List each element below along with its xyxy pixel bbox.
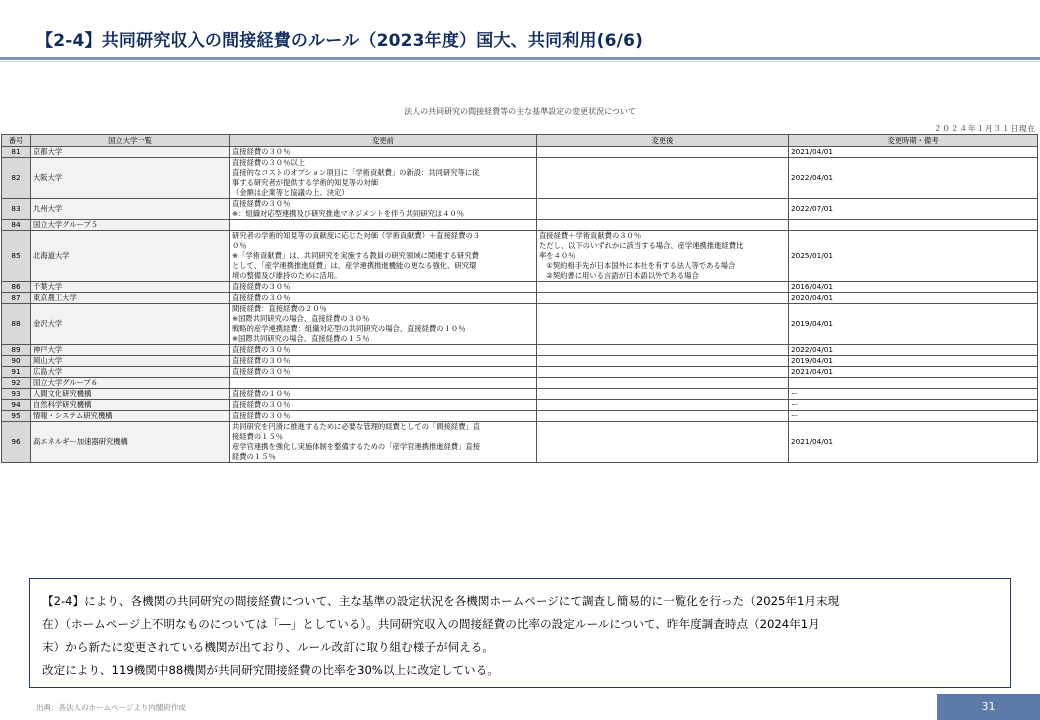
source-note: 出典：各法人のホームページより内閣府作成 xyxy=(36,703,186,712)
table-row xyxy=(2,147,1038,158)
note-cell: ー xyxy=(789,411,1038,422)
university-name: 千葉大学 xyxy=(31,282,230,293)
before-cell-line: 直接経費の３０％ xyxy=(232,293,291,302)
before-cell-line: 直接経費の３０％ xyxy=(232,367,291,376)
before-cell-line: 直接経費の３０％ xyxy=(232,400,291,409)
note-cell: 2021/04/01 xyxy=(789,367,1038,378)
title-underline-thin xyxy=(0,61,1040,62)
university-name: 京都大学 xyxy=(31,147,230,158)
row-number: 94 xyxy=(2,400,31,411)
page-number: 31 xyxy=(937,694,1040,720)
row-number: 96 xyxy=(2,422,31,463)
table-row xyxy=(2,345,1038,356)
note-cell: 2020/04/01 xyxy=(789,293,1038,304)
note-cell: 2019/04/01 xyxy=(789,304,1038,345)
before-cell-line: 直接経費の３０％ xyxy=(232,356,291,365)
before-cell-line: 直接経費の３０％ xyxy=(232,345,291,354)
before-cell xyxy=(230,220,537,231)
table-row xyxy=(2,411,1038,422)
title-underline xyxy=(0,57,1040,60)
before-cell xyxy=(230,389,537,400)
after-cell-line: ②契約書に用いる言語が日本語以外である場合 xyxy=(539,271,699,280)
note-cell: 2016/04/01 xyxy=(789,282,1038,293)
summary-box xyxy=(29,578,1011,688)
header-number: 番号 xyxy=(2,135,31,147)
before-cell xyxy=(230,422,537,463)
group-name: 国立大学グループ６ xyxy=(31,378,230,389)
after-cell xyxy=(537,231,789,282)
before-cell-line: （金額は企業等と協議の上、決定） xyxy=(232,188,349,197)
before-cell-line: 共同研究を円滑に推進するために必要な管理的経費としての「間接経費」直 xyxy=(232,422,481,431)
row-number: 81 xyxy=(2,147,31,158)
before-cell-line: 直接経費の３０％ xyxy=(232,282,291,291)
table-row xyxy=(2,199,1038,220)
after-cell-line: ①契約相手先が日本国外に本社を有する法人等である場合 xyxy=(539,261,736,270)
row-number: 86 xyxy=(2,282,31,293)
row-number: 95 xyxy=(2,411,31,422)
before-cell xyxy=(230,356,537,367)
row-number: 93 xyxy=(2,389,31,400)
university-name: 九州大学 xyxy=(31,199,230,220)
page-title: 【2-4】共同研究収入の間接経費のルール（2023年度）国大、共同利用(6/6) xyxy=(36,31,644,51)
before-cell-line: 直接経費の３０％ xyxy=(232,199,291,208)
before-cell-line: 接経費の１５％ xyxy=(232,432,284,441)
table-caption: 法人の共同研究の間接経費等の主な基準設定の変更状況について xyxy=(404,107,636,116)
before-cell-line: 直接経費の１０％ xyxy=(232,389,291,398)
before-cell-line: 境の整備及び維持のために活用。 xyxy=(232,271,342,280)
after-cell xyxy=(537,147,789,158)
note-cell: ー xyxy=(789,389,1038,400)
row-number: 88 xyxy=(2,304,31,345)
before-cell-line: ※「学術貢献費」は、共同研究を実施する教員の研究領域に関連する研究費 xyxy=(232,251,479,260)
before-cell xyxy=(230,378,537,389)
indirect-cost-table xyxy=(1,134,1038,463)
after-cell xyxy=(537,158,789,199)
before-cell-line: 産学官連携を強化し実施体制を整備するための「産学官連携推進経費」直接 xyxy=(232,442,481,451)
university-name: 東京農工大学 xyxy=(31,293,230,304)
note-cell: ー xyxy=(789,400,1038,411)
after-cell xyxy=(537,378,789,389)
after-cell-line: 直接経費＋学術貢献費の３０％ xyxy=(539,231,642,240)
note-cell: 2025/01/01 xyxy=(789,231,1038,282)
table-body xyxy=(2,147,1038,463)
university-name: 岡山大学 xyxy=(31,356,230,367)
row-number: 87 xyxy=(2,293,31,304)
before-cell-line: 事する研究者が提供する学術的知見等の対価 xyxy=(232,178,378,187)
row-number: 85 xyxy=(2,231,31,282)
before-cell xyxy=(230,345,537,356)
before-cell xyxy=(230,411,537,422)
note-cell xyxy=(789,378,1038,389)
table-row xyxy=(2,367,1038,378)
before-cell-line: 経費の１５％ xyxy=(232,452,276,461)
row-number: 90 xyxy=(2,356,31,367)
table-row xyxy=(2,389,1038,400)
before-cell-line: 直接経費の３０％ xyxy=(232,147,291,156)
after-cell xyxy=(537,199,789,220)
before-cell xyxy=(230,293,537,304)
table-group-row xyxy=(2,378,1038,389)
note-cell: 2022/04/01 xyxy=(789,158,1038,199)
table-row xyxy=(2,400,1038,411)
university-name: 自然科学研究機構 xyxy=(31,400,230,411)
table-row xyxy=(2,158,1038,199)
header-note: 変更時期・備考 xyxy=(789,135,1038,147)
before-cell xyxy=(230,400,537,411)
after-cell xyxy=(537,422,789,463)
row-number: 92 xyxy=(2,378,31,389)
table-row xyxy=(2,293,1038,304)
university-name: 大阪大学 xyxy=(31,158,230,199)
after-cell xyxy=(537,293,789,304)
table-date: ２０２４年１月３１日現在 xyxy=(934,124,1036,133)
after-cell xyxy=(537,304,789,345)
after-cell xyxy=(537,389,789,400)
before-cell xyxy=(230,199,537,220)
after-cell xyxy=(537,356,789,367)
summary-line: 末）から新たに変更されている機関が出ており、ルール改訂に取り組む様子が伺える。 xyxy=(42,640,494,654)
header-before: 変更前 xyxy=(230,135,537,147)
note-cell: 2022/07/01 xyxy=(789,199,1038,220)
before-cell-line: 間接経費：直接経費の２０％ xyxy=(232,304,327,313)
after-cell xyxy=(537,400,789,411)
before-cell-line: 研究者の学術的知見等の貢献度に応じた対価（学術貢献費）＋直接経費の３ xyxy=(232,231,481,240)
row-number: 83 xyxy=(2,199,31,220)
university-name: 広島大学 xyxy=(31,367,230,378)
before-cell-line: 直接経費の３０％ xyxy=(232,411,291,420)
before-cell-line: ※：組織対応型連携及び研究推進マネジメントを伴う共同研究は４０％ xyxy=(232,209,465,218)
university-name: 金沢大学 xyxy=(31,304,230,345)
summary-line: 改定により、119機関中88機関が共同研究間接経費の比率を30%以上に改定している。 xyxy=(42,663,499,677)
summary-line: 在）（ホームページ上不明なものについては「―」としている）。共同研究収入の間接経費の比率の設定ルールについて、昨年度調査時点（2024年1月 xyxy=(42,617,820,631)
row-number: 84 xyxy=(2,220,31,231)
before-cell xyxy=(230,367,537,378)
summary-line: 【2-4】により、各機関の共同研究の間接経費について、主な基準の設定状況を各機関ホームページにて調査し簡易的に一覧化を行った（2025年1月末現 xyxy=(42,594,840,608)
before-cell xyxy=(230,158,537,199)
table-row xyxy=(2,282,1038,293)
table-group-row xyxy=(2,220,1038,231)
after-cell xyxy=(537,220,789,231)
table-row xyxy=(2,422,1038,463)
table-header-row xyxy=(2,135,1038,147)
university-name: 神戸大学 xyxy=(31,345,230,356)
university-name: 人間文化研究機構 xyxy=(31,389,230,400)
group-name: 国立大学グループ５ xyxy=(31,220,230,231)
before-cell-line: 戦略的産学連携経費：組織対応型の共同研究の場合、直接経費の１０％ xyxy=(232,324,466,333)
before-cell xyxy=(230,304,537,345)
before-cell-line: 直接的なコストのオプション項目に「学術貢献費」の新設：共同研究等に従 xyxy=(232,168,480,177)
note-cell: 2021/04/01 xyxy=(789,422,1038,463)
before-cell-line: ０％ xyxy=(232,241,247,250)
row-number: 82 xyxy=(2,158,31,199)
after-cell xyxy=(537,367,789,378)
header-university: 国立大学一覧 xyxy=(31,135,230,147)
note-cell: 2019/04/01 xyxy=(789,356,1038,367)
after-cell-line: 率を４０％ xyxy=(539,251,576,260)
note-cell xyxy=(789,220,1038,231)
before-cell xyxy=(230,282,537,293)
university-name: 北海道大学 xyxy=(31,231,230,282)
header-after: 変更後 xyxy=(537,135,789,147)
after-cell-line: ただし、以下のいずれかに該当する場合、産学連携推進経費比 xyxy=(539,241,744,250)
before-cell-line: 直接経費の３０％以上 xyxy=(232,158,305,167)
table-row xyxy=(2,304,1038,345)
note-cell: 2022/04/01 xyxy=(789,345,1038,356)
university-name: 高エネルギー加速器研究機構 xyxy=(31,422,230,463)
after-cell xyxy=(537,411,789,422)
note-cell: 2021/04/01 xyxy=(789,147,1038,158)
before-cell xyxy=(230,147,537,158)
before-cell-line: ※国際共同研究の場合、直接経費の１５％ xyxy=(232,334,370,343)
table-row xyxy=(2,356,1038,367)
university-name: 情報・システム研究機構 xyxy=(31,411,230,422)
after-cell xyxy=(537,282,789,293)
before-cell xyxy=(230,231,537,282)
table-row xyxy=(2,231,1038,282)
row-number: 89 xyxy=(2,345,31,356)
before-cell-line: ※国際共同研究の場合、直接経費の３０％ xyxy=(232,314,370,323)
after-cell xyxy=(537,345,789,356)
row-number: 91 xyxy=(2,367,31,378)
before-cell-line: として、「産学連携推進経費」は、産学連携推進機能の更なる強化、研究環 xyxy=(232,261,477,270)
